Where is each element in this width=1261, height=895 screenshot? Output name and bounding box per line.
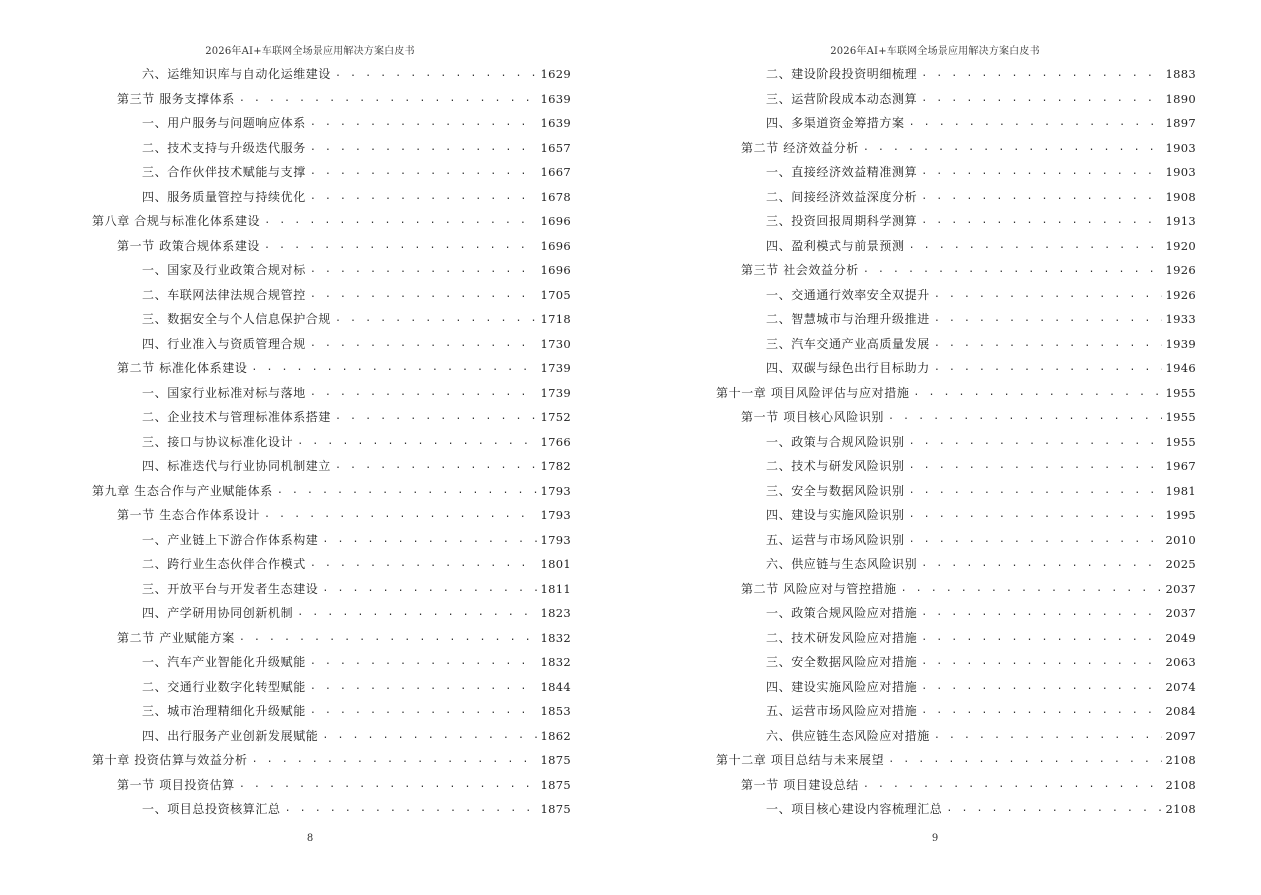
toc-entry[interactable] <box>92 356 571 381</box>
toc-entry[interactable] <box>716 724 1196 749</box>
toc-entry-page-number: 2037 <box>1165 606 1196 621</box>
dot-leader <box>239 631 537 645</box>
toc-entry-page-number: 1933 <box>1165 312 1196 327</box>
toc-entry[interactable] <box>92 479 571 504</box>
toc-entry[interactable] <box>92 552 571 577</box>
toc-entry-title: 一、项目总投资核算汇总 <box>142 802 281 817</box>
toc-entry[interactable] <box>716 87 1196 112</box>
dot-leader <box>934 729 1162 743</box>
toc-entry[interactable] <box>716 405 1196 430</box>
toc-entry[interactable] <box>716 699 1196 724</box>
dot-leader <box>335 67 537 81</box>
dot-leader <box>863 778 1162 792</box>
toc-entry-title: 一、国家行业标准对标与落地 <box>142 385 306 400</box>
toc-entry[interactable] <box>92 675 571 700</box>
toc-entry[interactable] <box>716 234 1196 259</box>
toc-entry-page-number: 1926 <box>1165 287 1196 302</box>
toc-entry-page-number: 1739 <box>540 385 571 400</box>
dot-leader <box>909 484 1162 498</box>
dot-leader <box>921 606 1161 620</box>
dot-leader <box>322 582 536 596</box>
dot-leader <box>252 753 537 767</box>
toc-entry-title: 二、技术支持与升级迭代服务 <box>142 140 306 155</box>
page-number: 8 <box>306 833 314 844</box>
toc-entry-page-number: 1667 <box>540 165 571 180</box>
toc-entry-page-number: 1862 <box>540 728 571 743</box>
dot-leader <box>310 141 537 155</box>
toc-entry-title: 四、建设与实施风险识别 <box>766 508 905 523</box>
toc-entry[interactable] <box>92 405 571 430</box>
toc-entry-page-number: 1639 <box>540 116 571 131</box>
toc-entry-title: 四、建设实施风险应对措施 <box>766 679 918 694</box>
toc-entry-page-number: 1793 <box>540 483 571 498</box>
toc-entry-title: 第一节 项目建设总结 <box>741 777 859 792</box>
dot-leader <box>909 533 1162 547</box>
toc-entry-page-number: 1955 <box>1165 410 1196 425</box>
toc-entry-title: 第十二章 项目总结与未来展望 <box>716 753 885 768</box>
toc-entry-title: 四、行业准入与资质管理合规 <box>142 336 306 351</box>
dot-leader <box>310 190 537 204</box>
toc-entry-page-number: 2049 <box>1165 630 1196 645</box>
toc-entry[interactable] <box>716 601 1196 626</box>
toc-entry-page-number: 1897 <box>1165 116 1196 131</box>
toc-entry-page-number: 1890 <box>1165 91 1196 106</box>
toc-entry-title: 三、安全数据风险应对措施 <box>766 655 918 670</box>
toc-entry[interactable] <box>716 479 1196 504</box>
toc-entry[interactable] <box>716 62 1196 87</box>
toc-entry-title: 第一节 项目投资估算 <box>117 777 235 792</box>
toc-entry-title: 第二节 产业赋能方案 <box>117 630 235 645</box>
toc-entry-title: 五、运营与市场风险识别 <box>766 532 905 547</box>
dot-leader <box>909 239 1162 253</box>
dot-leader <box>310 337 537 351</box>
dot-leader <box>310 386 537 400</box>
toc-entry[interactable] <box>92 797 571 822</box>
toc-entry-page-number: 1883 <box>1165 67 1196 82</box>
toc-entry-title: 第一节 生态合作体系设计 <box>117 508 261 523</box>
toc-entry[interactable] <box>716 552 1196 577</box>
toc-entry[interactable] <box>92 650 571 675</box>
toc-entry-page-number: 2010 <box>1165 532 1196 547</box>
toc-entry[interactable] <box>716 209 1196 234</box>
toc-entry-page-number: 1782 <box>540 459 571 474</box>
toc-entry[interactable] <box>716 381 1196 406</box>
toc-entry-page-number: 1752 <box>540 410 571 425</box>
toc-entry-title: 一、产业链上下游合作体系构建 <box>142 532 319 547</box>
toc-entry[interactable] <box>92 430 571 455</box>
toc-entry-page-number: 1853 <box>540 704 571 719</box>
dot-leader <box>310 704 537 718</box>
dot-leader <box>277 484 537 498</box>
toc-entry-title: 三、合作伙伴技术赋能与支撑 <box>142 165 306 180</box>
dot-leader <box>909 435 1162 449</box>
toc-entry-title: 四、服务质量管控与持续优化 <box>142 189 306 204</box>
toc-entry-title: 二、企业技术与管理标准体系搭建 <box>142 410 332 425</box>
toc-entry[interactable] <box>92 160 571 185</box>
toc-entry-page-number: 1955 <box>1165 385 1196 400</box>
dot-leader <box>888 753 1161 767</box>
toc-entry-title: 一、用户服务与问题响应体系 <box>142 116 306 131</box>
toc-entry-title: 第十一章 项目风险评估与应对措施 <box>716 385 910 400</box>
toc-entry[interactable] <box>92 136 571 161</box>
toc-entry-title: 第三节 服务支撑体系 <box>117 91 235 106</box>
toc-entry-title: 六、运维知识库与自动化运维建设 <box>142 67 332 82</box>
dot-leader <box>909 116 1162 130</box>
dot-leader <box>934 288 1162 302</box>
dot-leader <box>285 802 537 816</box>
toc-entry-title: 六、供应链生态风险应对措施 <box>766 728 930 743</box>
toc-entry[interactable] <box>92 773 571 798</box>
toc-entry-page-number: 2097 <box>1165 728 1196 743</box>
dot-leader <box>863 263 1162 277</box>
toc-entry[interactable] <box>92 381 571 406</box>
toc-entry[interactable] <box>92 626 571 651</box>
dot-leader <box>863 141 1162 155</box>
toc-entry[interactable] <box>92 62 571 87</box>
dot-leader <box>934 361 1162 375</box>
toc-entry[interactable] <box>92 111 571 136</box>
dot-leader <box>297 435 536 449</box>
dot-leader <box>264 214 536 228</box>
toc-entry[interactable] <box>716 650 1196 675</box>
dot-leader <box>909 508 1162 522</box>
dot-leader <box>921 680 1161 694</box>
toc-entry-page-number: 1967 <box>1165 459 1196 474</box>
toc-page-left <box>0 0 620 895</box>
toc-entry[interactable] <box>716 773 1196 798</box>
toc-entry-page-number: 1908 <box>1165 189 1196 204</box>
toc-entry-page-number: 1981 <box>1165 483 1196 498</box>
toc-entry-page-number: 1811 <box>540 581 571 596</box>
toc-entry[interactable] <box>716 577 1196 602</box>
toc-entry-page-number: 2108 <box>1165 802 1196 817</box>
dot-leader <box>335 410 537 424</box>
toc-entry-title: 二、技术研发风险应对措施 <box>766 630 918 645</box>
toc-entry-page-number: 1696 <box>540 238 571 253</box>
dot-leader <box>335 459 537 473</box>
dot-leader <box>921 631 1161 645</box>
toc-entry[interactable] <box>92 185 571 210</box>
toc-entry[interactable] <box>716 283 1196 308</box>
toc-entry-title: 三、汽车交通产业高质量发展 <box>766 336 930 351</box>
toc-entry-page-number: 1678 <box>540 189 571 204</box>
toc-entry-page-number: 1801 <box>540 557 571 572</box>
toc-entry-title: 三、投资回报周期科学测算 <box>766 214 918 229</box>
toc-entry-page-number: 1657 <box>540 140 571 155</box>
toc-entry-page-number: 1875 <box>540 802 571 817</box>
toc-entry[interactable] <box>92 724 571 749</box>
toc-entry-title: 一、项目核心建设内容梳理汇总 <box>766 802 943 817</box>
toc-entry-title: 一、汽车产业智能化升级赋能 <box>142 655 306 670</box>
toc-entry-title: 一、直接经济效益精准测算 <box>766 165 918 180</box>
toc-entry-title: 五、运营市场风险应对措施 <box>766 704 918 719</box>
toc-entry[interactable] <box>716 356 1196 381</box>
toc-entry-page-number: 1903 <box>1165 140 1196 155</box>
toc-entry-page-number: 1739 <box>540 361 571 376</box>
dot-leader <box>310 165 537 179</box>
toc-entry-page-number: 1793 <box>540 532 571 547</box>
dot-leader <box>921 67 1161 81</box>
dot-leader <box>251 361 536 375</box>
toc-entry-title: 第八章 合规与标准化体系建设 <box>92 214 261 229</box>
dot-leader <box>310 557 537 571</box>
toc-entry-page-number: 1718 <box>540 312 571 327</box>
dot-leader <box>310 680 537 694</box>
toc-entry-page-number: 2108 <box>1165 777 1196 792</box>
toc-entry-page-number: 2025 <box>1165 557 1196 572</box>
toc-entry[interactable] <box>716 136 1196 161</box>
toc-entry-title: 二、智慧城市与治理升级推进 <box>766 312 930 327</box>
toc-entry-page-number: 1696 <box>540 263 571 278</box>
toc-entry[interactable] <box>716 528 1196 553</box>
dot-leader <box>888 410 1162 424</box>
toc-entry[interactable] <box>716 503 1196 528</box>
toc-entry-page-number: 1823 <box>540 606 571 621</box>
toc-entry[interactable] <box>716 748 1196 773</box>
toc-entry-page-number: 2108 <box>1165 753 1196 768</box>
toc-entry[interactable] <box>92 209 571 234</box>
toc-entry-title: 第一节 项目核心风险识别 <box>741 410 885 425</box>
toc-entry-title: 三、安全与数据风险识别 <box>766 483 905 498</box>
toc-entry-title: 第二节 标准化体系建设 <box>117 361 248 376</box>
toc-entry-page-number: 1639 <box>540 91 571 106</box>
toc-entry[interactable] <box>92 87 571 112</box>
toc-entry-title: 四、标准迭代与行业协同机制建立 <box>142 459 332 474</box>
toc-entry-title: 三、运营阶段成本动态测算 <box>766 91 918 106</box>
running-header: 2026年AI+车联网全场景应用解决方案白皮书 <box>830 46 1040 57</box>
toc-entry-title: 一、交通通行效率安全双提升 <box>766 287 930 302</box>
running-header: 2026年AI+车联网全场景应用解决方案白皮书 <box>205 46 415 57</box>
toc-entry-title: 三、开放平台与开发者生态建设 <box>142 581 319 596</box>
toc-entry-page-number: 1629 <box>540 67 571 82</box>
dot-leader <box>946 802 1161 816</box>
toc-entry-title: 三、城市治理精细化升级赋能 <box>142 704 306 719</box>
toc-entry[interactable] <box>716 626 1196 651</box>
dot-leader <box>264 508 537 522</box>
toc-entry-page-number: 1844 <box>540 679 571 694</box>
dot-leader <box>310 116 537 130</box>
toc-entry-page-number: 1875 <box>540 777 571 792</box>
toc-entry[interactable] <box>92 528 571 553</box>
toc-entry[interactable] <box>92 234 571 259</box>
toc-entry-page-number: 1730 <box>540 336 571 351</box>
dot-leader <box>322 533 536 547</box>
toc-entry[interactable] <box>92 454 571 479</box>
toc-entry[interactable] <box>92 258 571 283</box>
toc-entry-page-number: 1926 <box>1165 263 1196 278</box>
toc-entry[interactable] <box>716 185 1196 210</box>
toc-entry-page-number: 1939 <box>1165 336 1196 351</box>
toc-entry-title: 二、车联网法律法规合规管控 <box>142 287 306 302</box>
toc-entry-title: 第三节 社会效益分析 <box>741 263 859 278</box>
toc-entry[interactable] <box>716 332 1196 357</box>
toc-entry[interactable] <box>92 503 571 528</box>
toc-entry-title: 第一节 政策合规体系建设 <box>117 238 261 253</box>
toc-entry-title: 四、出行服务产业创新发展赋能 <box>142 728 319 743</box>
toc-entry[interactable] <box>716 797 1196 822</box>
toc-entry-title: 四、产学研用协同创新机制 <box>142 606 294 621</box>
dot-leader <box>921 92 1161 106</box>
toc-entry-page-number: 1705 <box>540 287 571 302</box>
toc-entry-title: 二、交通行业数字化转型赋能 <box>142 679 306 694</box>
dot-leader <box>913 386 1161 400</box>
toc-entry-page-number: 1920 <box>1165 238 1196 253</box>
toc-page-right <box>625 0 1245 895</box>
dot-leader <box>310 263 537 277</box>
toc-entry[interactable] <box>716 258 1196 283</box>
dot-leader <box>921 214 1161 228</box>
toc-entry[interactable] <box>92 601 571 626</box>
toc-entry[interactable] <box>92 699 571 724</box>
toc-entry-title: 二、跨行业生态伙伴合作模式 <box>142 557 306 572</box>
dot-leader <box>921 190 1161 204</box>
toc-entry-page-number: 1913 <box>1165 214 1196 229</box>
toc-entry-page-number: 1875 <box>540 753 571 768</box>
dot-leader <box>921 704 1161 718</box>
dot-leader <box>264 239 537 253</box>
toc-entry-page-number: 2063 <box>1165 655 1196 670</box>
toc-entry-page-number: 1995 <box>1165 508 1196 523</box>
toc-entry-title: 六、供应链与生态风险识别 <box>766 557 918 572</box>
toc-entry-page-number: 1955 <box>1165 434 1196 449</box>
toc-entry[interactable] <box>716 675 1196 700</box>
dot-leader <box>901 582 1162 596</box>
toc-entry[interactable] <box>716 454 1196 479</box>
toc-entry-title: 第十章 投资估算与效益分析 <box>92 753 248 768</box>
toc-entry-title: 二、建设阶段投资明细梳理 <box>766 67 918 82</box>
toc-entry-title: 四、盈利模式与前景预测 <box>766 238 905 253</box>
toc-entry-title: 三、接口与协议标准化设计 <box>142 434 294 449</box>
toc-entry-page-number: 1766 <box>540 434 571 449</box>
toc-entry-page-number: 2037 <box>1165 581 1196 596</box>
toc-entry-title: 第九章 生态合作与产业赋能体系 <box>92 483 273 498</box>
toc-entry-title: 一、政策合规风险应对措施 <box>766 606 918 621</box>
dot-leader <box>322 729 536 743</box>
toc-entry-title: 第二节 风险应对与管控措施 <box>741 581 897 596</box>
toc-entry-title: 四、双碳与绿色出行目标助力 <box>766 361 930 376</box>
toc-entry-page-number: 2074 <box>1165 679 1196 694</box>
dot-leader <box>310 288 537 302</box>
dot-leader <box>921 655 1161 669</box>
toc-entry-page-number: 1696 <box>540 214 571 229</box>
toc-entry-page-number: 2084 <box>1165 704 1196 719</box>
dot-leader <box>297 606 536 620</box>
toc-entry-title: 二、间接经济效益深度分析 <box>766 189 918 204</box>
page-number: 9 <box>931 833 939 844</box>
toc-entry-title: 第二节 经济效益分析 <box>741 140 859 155</box>
dot-leader <box>909 459 1162 473</box>
toc-entry[interactable] <box>716 430 1196 455</box>
toc-entry[interactable] <box>92 332 571 357</box>
toc-entry-page-number: 1793 <box>540 508 571 523</box>
toc-entry-page-number: 1832 <box>540 655 571 670</box>
dot-leader <box>239 92 537 106</box>
toc-entry[interactable] <box>92 748 571 773</box>
toc-entry[interactable] <box>92 577 571 602</box>
dot-leader <box>921 557 1161 571</box>
dot-leader <box>934 337 1162 351</box>
toc-entry[interactable] <box>716 111 1196 136</box>
toc-entry[interactable] <box>92 307 571 332</box>
toc-entry-title: 三、数据安全与个人信息保护合规 <box>142 312 332 327</box>
toc-entry-page-number: 1946 <box>1165 361 1196 376</box>
dot-leader <box>335 312 537 326</box>
toc-list <box>92 62 571 822</box>
toc-entry-page-number: 1903 <box>1165 165 1196 180</box>
toc-entry-title: 二、技术与研发风险识别 <box>766 459 905 474</box>
dot-leader <box>921 165 1161 179</box>
dot-leader <box>934 312 1162 326</box>
toc-entry[interactable] <box>92 283 571 308</box>
toc-entry-page-number: 1832 <box>540 630 571 645</box>
toc-entry[interactable] <box>716 160 1196 185</box>
dot-leader <box>239 778 537 792</box>
toc-entry-title: 一、政策与合规风险识别 <box>766 434 905 449</box>
toc-entry[interactable] <box>716 307 1196 332</box>
toc-list <box>716 62 1196 822</box>
dot-leader <box>310 655 537 669</box>
toc-entry-title: 一、国家及行业政策合规对标 <box>142 263 306 278</box>
toc-entry-title: 四、多渠道资金筹措方案 <box>766 116 905 131</box>
